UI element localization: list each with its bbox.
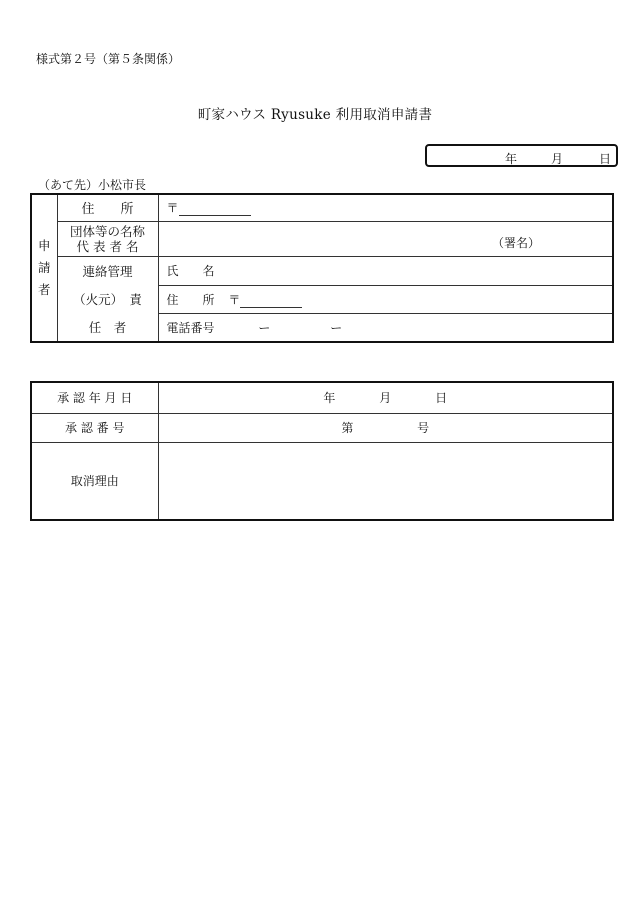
org-representative-label: 団体等の名称 代 表 者 名	[57, 221, 158, 256]
approval-date-label: 承 認 年 月 日	[31, 382, 158, 413]
contact-name-label: 氏 名	[166, 264, 215, 278]
phone-label: 電話番号	[166, 320, 215, 335]
approval-number-label: 承 認 番 号	[31, 413, 158, 442]
approval-number-prefix: 第	[341, 421, 354, 435]
approval-day-label: 日	[435, 391, 448, 406]
signature-note: （署名）	[491, 235, 540, 250]
contact-label-2: （火元） 責	[57, 285, 158, 313]
contact-zip-input-line[interactable]	[240, 295, 302, 308]
org-representative-field[interactable]	[158, 221, 613, 256]
address-label: 住 所	[57, 194, 158, 221]
date-year-label: 年	[505, 152, 518, 166]
zip-mark: 〒	[166, 201, 179, 216]
contact-name-field[interactable]	[158, 256, 613, 285]
contact-address-field[interactable]	[158, 285, 613, 313]
approval-date-field[interactable]	[158, 382, 613, 413]
submission-date-box[interactable]	[425, 144, 618, 167]
address-field[interactable]	[158, 194, 613, 221]
contact-label-1: 連絡管理	[57, 256, 158, 285]
applicant-table	[30, 193, 614, 343]
page-title: 町家ハウス Ryusuke 利用取消申請書	[197, 107, 433, 123]
approval-table	[30, 381, 614, 521]
date-month-label: 月	[551, 152, 564, 166]
cancel-reason-label: 取消理由	[31, 442, 158, 520]
approval-number-field[interactable]	[158, 413, 613, 442]
phone-dash-1: ー	[258, 320, 271, 335]
zip-input-line[interactable]	[179, 203, 251, 216]
addressee: （あて先）小松市長	[38, 178, 147, 192]
date-day-label: 日	[599, 152, 612, 166]
form-number: 様式第２号（第５条関係）	[36, 52, 181, 66]
phone-field[interactable]	[158, 313, 613, 342]
contact-label-3: 任 者	[57, 313, 158, 342]
phone-dash-2: ー	[330, 320, 343, 335]
applicant-side-label: 申 請 者	[31, 194, 57, 342]
approval-number-suffix: 号	[417, 421, 430, 435]
approval-month-label: 月	[379, 391, 392, 406]
contact-zip-mark: 〒	[228, 292, 241, 307]
cancel-reason-field[interactable]	[158, 442, 613, 520]
contact-address-label: 住 所	[166, 292, 215, 307]
approval-year-label: 年	[323, 391, 336, 406]
